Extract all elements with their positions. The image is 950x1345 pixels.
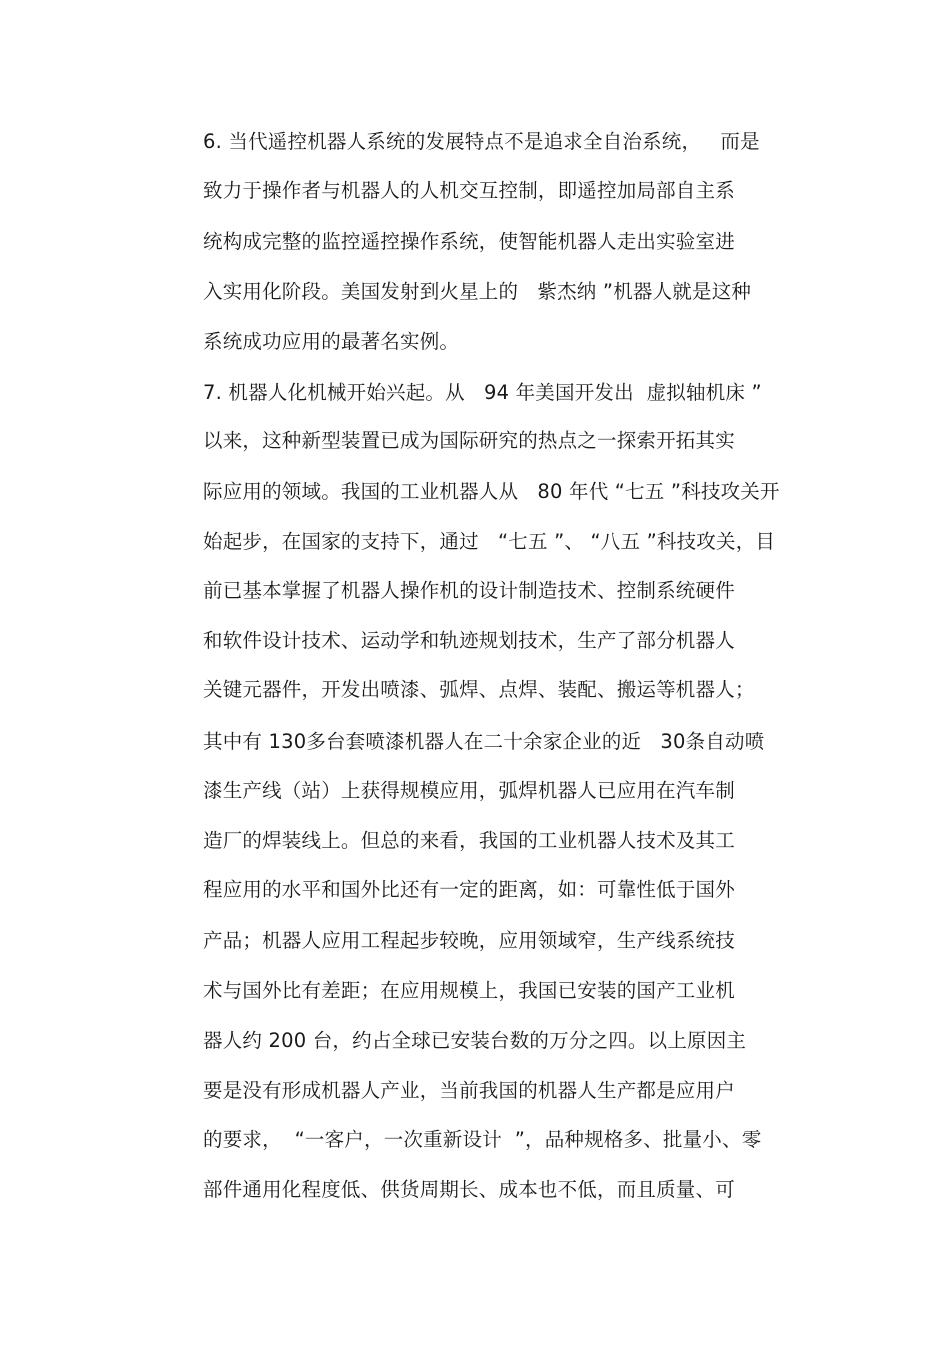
text-line: 始起步，在国家的支持下，通过 “七五 ”、 “八五 ”科技攻关，目: [203, 530, 776, 553]
text-line: 际应用的领域。我国的工业机器人从 80 年代 “七五 ”科技攻关开: [203, 480, 780, 503]
text-line: 7. 机器人化机械开始兴起。从 94 年美国开发出 虚拟轴机床 ”: [203, 381, 762, 404]
text-line: 术与国外比有差距；在应用规模上，我国已安装的国产工业机: [203, 979, 735, 1002]
text-line: 的要求， “一客户，一次重新设计 ”，品种规格多、批量小、零: [203, 1128, 762, 1151]
text-line: 关键元器件，开发出喷漆、弧焊、点焊、装配、搬运等机器人；: [203, 678, 755, 701]
text-line: 产品；机器人应用工程起步较晚，应用领域窄，生产线系统技: [203, 929, 735, 952]
text-line: 致力于操作者与机器人的人机交互控制，即遥控加局部自主系: [203, 179, 735, 202]
text-line: 系统成功应用的最著名实例。: [203, 330, 460, 353]
text-line: 造厂的焊装线上。但总的来看，我国的工业机器人技术及其工: [203, 829, 735, 852]
text-line: 其中有 130多台套喷漆机器人在二十余家企业的近 30条自动喷: [203, 730, 765, 753]
text-line: 和软件设计技术、运动学和轨迹规划技术，生产了部分机器人: [203, 629, 735, 652]
text-line: 以来，这种新型装置已成为国际研究的热点之一探索开拓其实: [203, 429, 735, 452]
text-line: 程应用的水平和国外比还有一定的距离，如：可靠性低于国外: [203, 878, 735, 901]
text-line: 漆生产线（站）上获得规模应用，弧焊机器人已应用在汽车制: [203, 779, 735, 802]
text-line: 要是没有形成机器人产业，当前我国的机器人生产都是应用户: [203, 1079, 735, 1102]
text-line: 部件通用化程度低、供货周期长、成本也不低，而且质量、可: [203, 1178, 735, 1201]
text-line: 前已基本掌握了机器人操作机的设计制造技术、控制系统硬件: [203, 579, 735, 602]
text-line: 统构成完整的监控遥控操作系统，使智能机器人走出实验室进: [203, 230, 735, 253]
text-line: 6. 当代遥控机器人系统的发展特点不是追求全自治系统， 而是: [203, 130, 760, 153]
text-line: 器人约 200 台，约占全球已安装台数的万分之四。以上原因主: [203, 1029, 747, 1052]
text-line: 入实用化阶段。美国发射到火星上的 紫杰纳 ”机器人就是这种: [203, 280, 752, 303]
